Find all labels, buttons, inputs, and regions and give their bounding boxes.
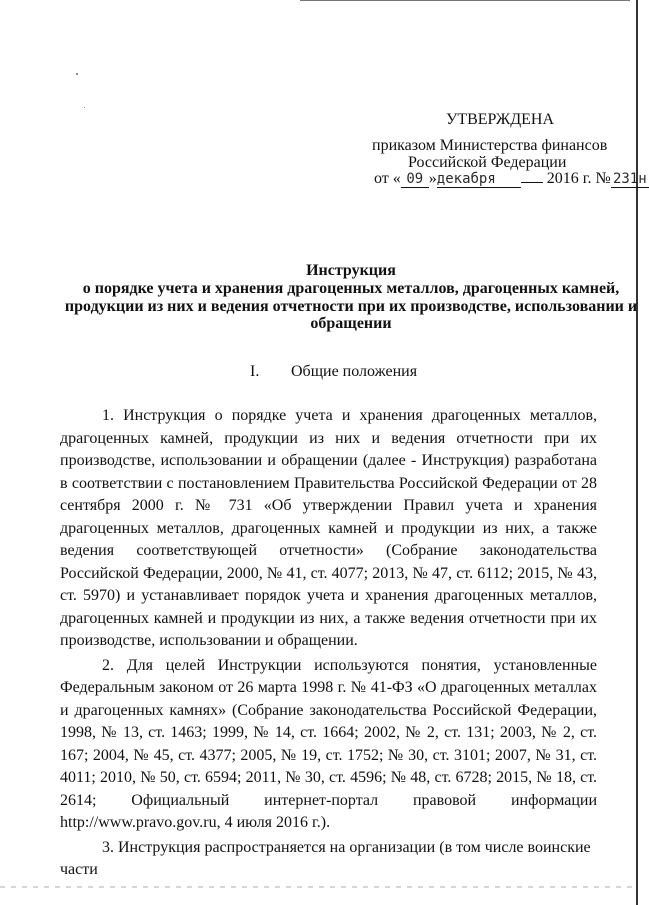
date-month: декабря — [437, 172, 521, 188]
scan-border-top — [300, 0, 630, 1]
paragraph-1: 1. Инструкция о порядке учета и хранения драгоценных металлов, драгоценных камней, продукции из них и ведения отчетности при их производстве, использовании и обращении (далее - Инструкция) разработана в соответствии с постановлением Правительства Российской Федерации от 28 сентября 2000 г. № 731 «Об утверждении Правил учета и хранения драгоценных металлов, драгоценных камней и продукции из них, а также ведения соответствующей отчетности» (Собрание законодательства Российской Федерации, 2000, № 41, ст. 4077; 2013, № 47, ст. 6112; 2015, № 43, ст. 5970) и устанавливает порядок учета и хранения драгоценных металлов, драгоценных камней и продукции из них, а также ведения отчетности при их производстве, использовании и обращении. — [60, 407, 597, 649]
scan-speck — [76, 73, 78, 75]
date-day: 09 — [401, 172, 429, 188]
approval-date-line — [374, 170, 649, 188]
scan-noise-bottom — [0, 886, 636, 888]
section-heading: Общие положения — [291, 363, 418, 380]
document-title: Инструкция — [306, 262, 396, 279]
paragraph-2: 2. Для целей Инструкции используются понятия, установленные Федеральным законом от 26 марта 1998 г. № 41-ФЗ «О драгоценных металлах и драгоценных камнях» (Собрание законодательства Российской Федерации, 1998, № 13, ст. 1463; 1999, № 14, ст. 1664; 2002, № 2, ст. 131; 2003, № 2, ст. 167; 2004, № 45, ст. 4377; 2005, № 19, ст. 1752; № 30, ст. 3101; 2007, № 31, ст. 4011; 2010, № 50, ст. 6594; 2011, № 30, ст. 4596; № 48, ст. 6728; 2015, № 18, ст. 2614; Официальный интернет-портал правовой информации http://www.pravo.gov.ru, 4 июля 2016 г.). — [60, 656, 597, 831]
document-subtitle: о порядке учета и хранения драгоценных металлов, драгоценных камней, продукции из них и ведения отчетности при их производстве, использовании и обращении — [64, 280, 638, 332]
scan-speck — [84, 107, 85, 108]
document-body — [60, 405, 597, 884]
date-day-close: » — [428, 170, 437, 187]
approval-country-line: Российской Федерации — [408, 154, 567, 171]
approval-order-line: приказом Министерства финансов — [372, 137, 608, 154]
section-number: I. — [250, 363, 260, 380]
date-year: 2016 г. № — [546, 170, 611, 187]
approval-heading: УТВЕРЖДЕНА — [446, 111, 555, 128]
order-number: 231н — [611, 172, 649, 188]
date-blank — [521, 182, 543, 183]
scan-border-right — [636, 0, 638, 905]
paragraph-3: 3. Инструкция распространяется на организации (в том числе воинские части — [60, 838, 591, 878]
date-prefix: от « — [374, 170, 401, 187]
